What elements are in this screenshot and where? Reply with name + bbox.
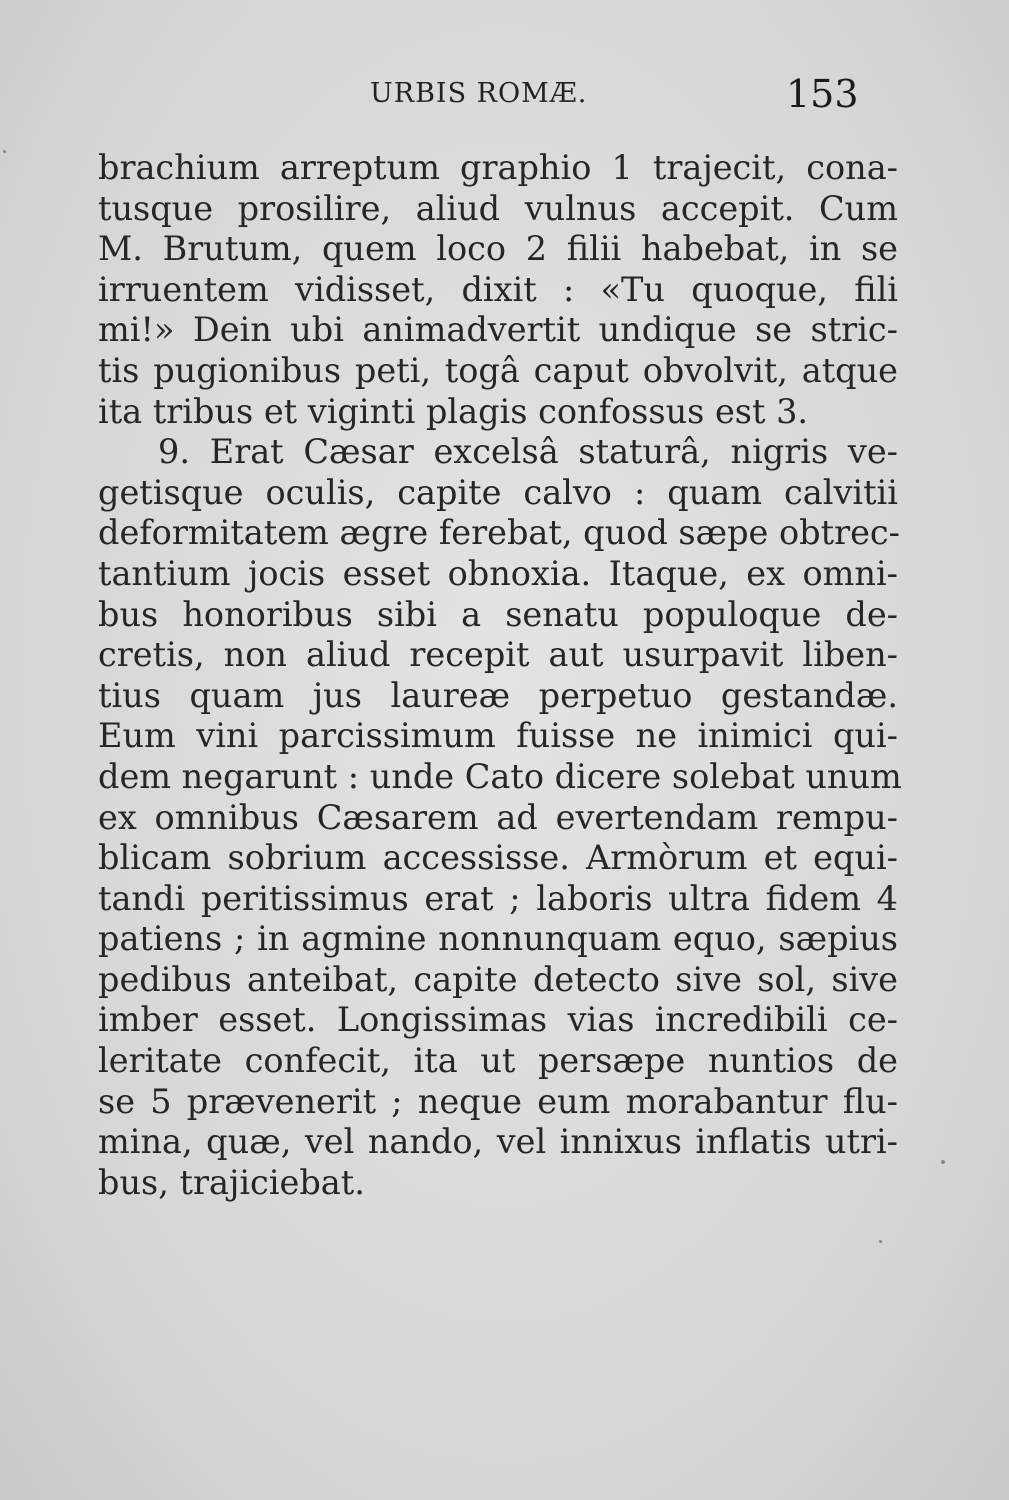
text-line: se 5 prævenerit ; neque eum morabantur flu- [98,1081,898,1121]
text-line: irruentem vidisset, dixit : «Tu quoque, fili [98,269,898,309]
paper-speck [941,1160,945,1164]
text-line: tis pugionibus peti, togâ caput obvolvit, atque [98,350,898,390]
text-line: deformitatem ægre ferebat, quod sæpe obtrec- [98,513,901,553]
paragraph-start-line: 9. Erat Cæsar excelsâ staturâ, nigris ve- [158,432,898,472]
text-line: tius quam jus laureæ perpetuo gestandæ. [98,675,898,715]
text-line: brachium arreptum graphio 1 trajecit, cona- [98,148,898,187]
running-head: URBIS ROMÆ. [370,78,588,109]
page-number: 153 [786,72,859,116]
text-line: dem negarunt : unde Cato dicere solebat unum [98,756,902,796]
paragraph-end-line: ita tribus et viginti plagis confossus est 3. [98,391,809,431]
paragraph-end-line: bus, trajiciebat. [98,1162,365,1202]
text-line: M. Brutum, quem loco 2 filii habebat, in se [98,229,898,269]
text-line: bus honoribus sibi a senatu populoque de- [98,594,898,634]
body-text [98,148,902,1203]
text-line: patiens ; in agmine nonnunquam equo, sæpius [98,919,898,959]
paper-speck [3,150,6,153]
text-line: cretis, non aliud recepit aut usurpavit liben- [98,635,898,675]
text-line: leritate confecit, ita ut persæpe nuntios de [98,1041,898,1081]
text-line: imber esset. Longissimas vias incredibili ce- [98,1000,898,1040]
text-line: getisque oculis, capite calvo : quam calvitii [98,472,898,512]
text-line: Eum vini parcissimum fuisse ne inimici qui- [98,716,898,756]
paper-speck [879,1240,882,1243]
text-line: tantium jocis esset obnoxia. Itaque, ex omni- [98,553,898,593]
text-line: tandi peritissimus erat ; laboris ultra fidem 4 [98,878,898,918]
text-line: mina, quæ, vel nando, vel innixus inflatis utri- [98,1122,898,1162]
text-line: ex omnibus Cæsarem ad evertendam rempu- [98,797,898,837]
text-line: blicam sobrium accessisse. Armòrum et equi- [98,838,898,878]
text-line: tusque prosilire, aliud vulnus accepit. Cum [98,188,898,228]
text-line: pedibus anteibat, capite detecto sive sol, sive [98,959,898,999]
text-line: mi!» Dein ubi animadvertit undique se stric- [98,310,898,350]
